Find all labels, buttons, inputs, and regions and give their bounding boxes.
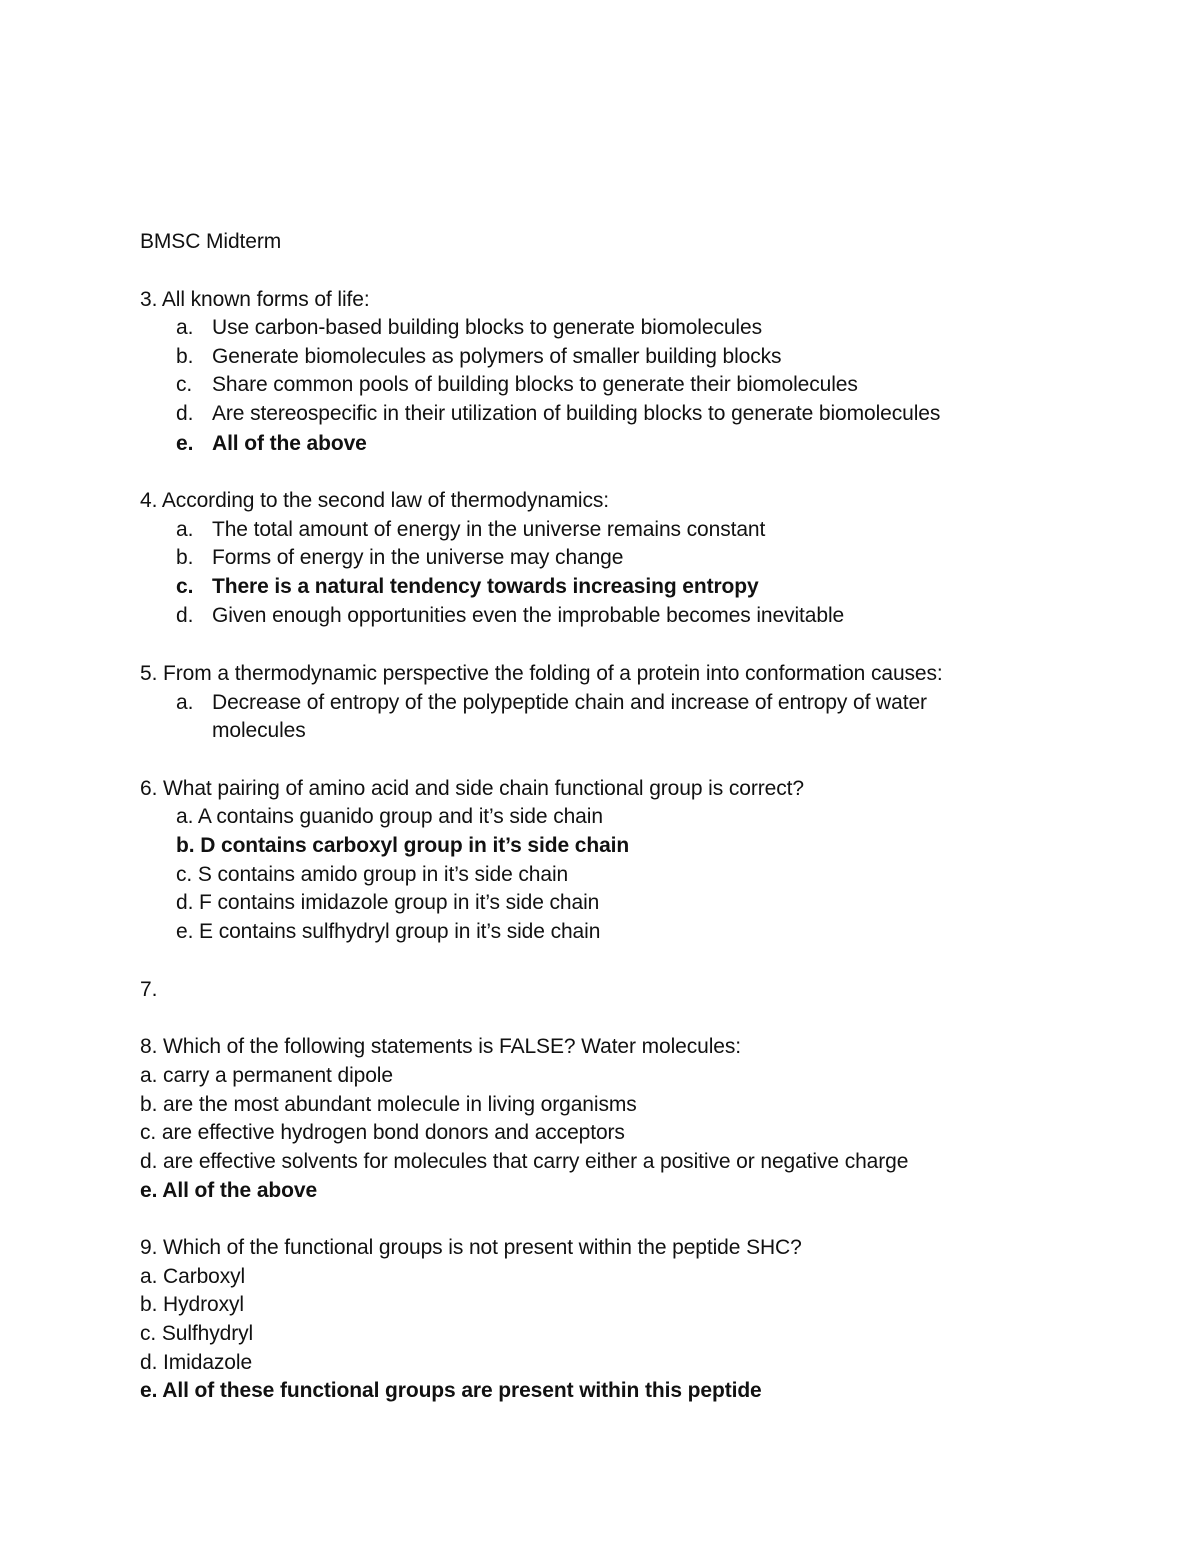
option-marker: a. <box>176 691 194 714</box>
option-marker: d. <box>176 402 194 425</box>
option-text: There is a natural tendency towards increasing entropy <box>212 575 759 598</box>
option-text: Use carbon-based building blocks to generate biomolecules <box>212 316 762 339</box>
question-6-option-a: a. A contains guanido group and it’s side chain <box>176 805 603 828</box>
question-8-option-b: b. are the most abundant molecule in living organisms <box>140 1093 637 1116</box>
option-text-line-2: molecules <box>212 719 306 742</box>
question-8-option-e-answer: e. All of the above <box>140 1179 318 1202</box>
question-6-option-b-answer: b. D contains carboxyl group in it’s side chain <box>176 834 630 857</box>
document-title: BMSC Midterm <box>140 230 282 253</box>
question-8-stem: 8. Which of the following statements is FALSE? Water molecules: <box>140 1035 742 1058</box>
option-marker: d. <box>176 604 194 627</box>
question-4-option-a <box>176 516 976 544</box>
question-5-option-a <box>176 689 976 717</box>
option-text-line-1: Decrease of entropy of the polypeptide chain and increase of entropy of water <box>212 691 927 714</box>
question-5-option-a-continued <box>176 717 976 745</box>
question-9-option-b: b. Hydroxyl <box>140 1293 244 1316</box>
option-marker: c. <box>176 373 193 396</box>
question-3-option-e-answer <box>176 430 976 458</box>
question-8-option-d: d. are effective solvents for molecules that carry either a positive or negative charge <box>140 1150 909 1173</box>
question-9-option-a: a. Carboxyl <box>140 1265 246 1288</box>
question-3-option-b <box>176 343 976 371</box>
option-text: Forms of energy in the universe may change <box>212 546 624 569</box>
question-5-stem: 5. From a thermodynamic perspective the folding of a protein into conformation causes: <box>140 662 943 685</box>
question-7-stem: 7. <box>140 978 158 1001</box>
question-3-option-d <box>176 400 976 428</box>
question-4-stem: 4. According to the second law of thermodynamics: <box>140 489 610 512</box>
question-4-option-b <box>176 544 976 572</box>
option-marker: c. <box>176 575 194 598</box>
question-8-option-a: a. carry a permanent dipole <box>140 1064 393 1087</box>
option-text: The total amount of energy in the universe remains constant <box>212 518 766 541</box>
question-9-option-c: c. Sulfhydryl <box>140 1322 254 1345</box>
option-marker: b. <box>176 345 194 368</box>
option-marker: b. <box>176 546 194 569</box>
option-text: All of the above <box>212 432 367 455</box>
option-marker: a. <box>176 316 194 339</box>
question-9-stem: 9. Which of the functional groups is not present within the peptide SHC? <box>140 1236 802 1259</box>
question-3-option-a <box>176 314 976 342</box>
question-3-stem: 3. All known forms of life: <box>140 288 370 311</box>
option-text: Share common pools of building blocks to generate their biomolecules <box>212 373 858 396</box>
option-marker: a. <box>176 518 194 541</box>
question-6-option-e: e. E contains sulfhydryl group in it’s side chain <box>176 920 601 943</box>
option-text: Generate biomolecules as polymers of smaller building blocks <box>212 345 782 368</box>
option-text: Given enough opportunities even the improbable becomes inevitable <box>212 604 845 627</box>
question-4-option-d <box>176 602 976 630</box>
question-9-option-d: d. Imidazole <box>140 1351 253 1374</box>
option-text: Are stereospecific in their utilization of building blocks to generate biomolecules <box>212 402 941 425</box>
question-4-option-c-answer <box>176 573 976 601</box>
question-6-stem: 6. What pairing of amino acid and side chain functional group is correct? <box>140 777 804 800</box>
question-6-option-c: c. S contains amido group in it’s side chain <box>176 863 569 886</box>
question-6-option-d: d. F contains imidazole group in it’s side chain <box>176 891 600 914</box>
question-3-option-c <box>176 371 976 399</box>
option-marker: e. <box>176 432 194 455</box>
question-9-option-e-answer: e. All of these functional groups are present within this peptide <box>140 1379 762 1402</box>
question-8-option-c: c. are effective hydrogen bond donors and acceptors <box>140 1121 625 1144</box>
